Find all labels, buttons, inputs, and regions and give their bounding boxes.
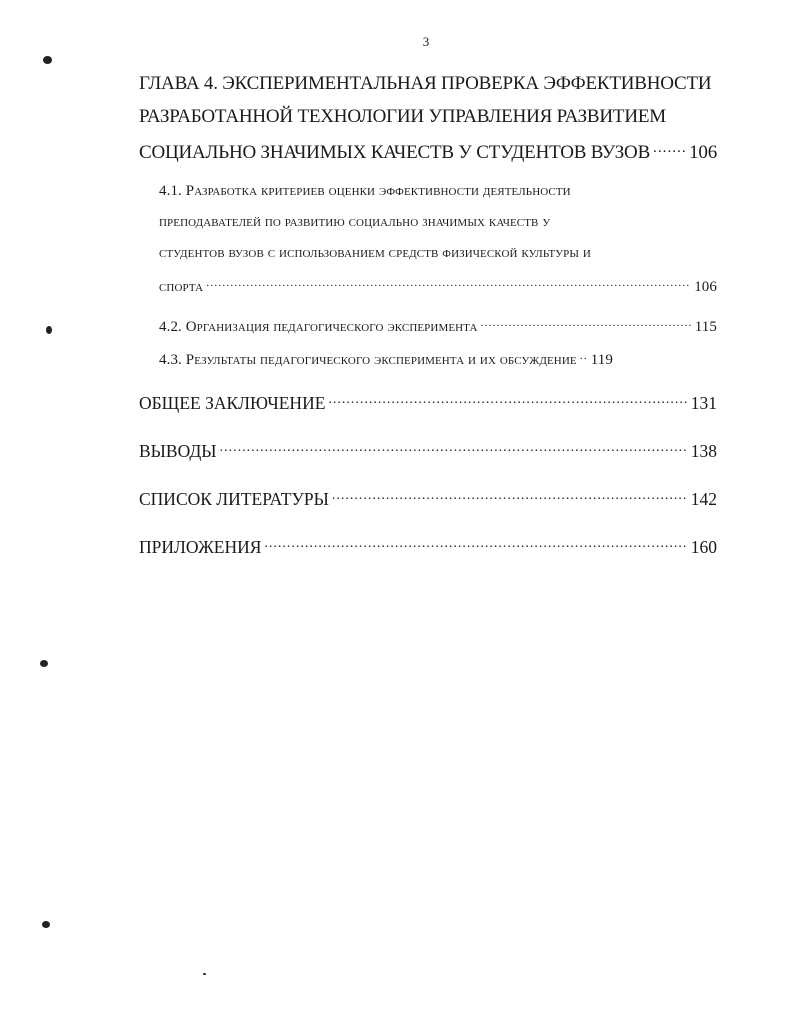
references-page: 142 (690, 488, 717, 509)
toc-section-4-2 (159, 316, 717, 336)
section-4-2-title: 4.2. Организация педагогического эксперимента (159, 319, 478, 335)
toc-references (139, 487, 717, 510)
toc-appendices (139, 535, 717, 558)
chapter-4-page: 106 (689, 142, 717, 163)
conclusion-title: ОБЩЕЕ ЗАКЛЮЧЕНИЕ (139, 392, 326, 413)
dot-leader (481, 316, 692, 331)
dot-leader (206, 276, 691, 291)
dot-leader (332, 487, 688, 505)
dot-leader (264, 535, 687, 553)
page-number: 3 (422, 34, 430, 49)
dot-leader (580, 349, 588, 364)
section-4-1-page: 106 (694, 279, 717, 295)
dot-leader (220, 439, 688, 457)
section-4-1-title-line-1: 4.1. Разработка критериев оценки эффективности деятельности (159, 183, 571, 199)
findings-page: 138 (690, 440, 717, 461)
findings-title: ВЫВОДЫ (139, 440, 217, 461)
scan-mark (40, 660, 48, 667)
appendices-page: 160 (690, 536, 717, 557)
conclusion-page: 131 (690, 392, 717, 413)
chapter-4-title-line-1: ГЛАВА 4. ЭКСПЕРИМЕНТАЛЬНАЯ ПРОВЕРКА ЭФФЕКТИВНОСТИ (139, 73, 712, 94)
toc-chapter-4 (139, 73, 717, 172)
toc-conclusion (139, 391, 717, 414)
scan-mark (46, 326, 52, 334)
chapter-4-title-line-3: СОЦИАЛЬНО ЗНАЧИМЫХ КАЧЕСТВ У СТУДЕНТОВ ВУЗОВ (139, 142, 651, 163)
references-title: СПИСОК ЛИТЕРАТУРЫ (139, 488, 329, 509)
section-4-3-title: 4.3. Результаты педагогического эксперимента и их обсуждение (159, 352, 577, 368)
toc-section-4-3 (159, 349, 717, 369)
scan-mark (42, 921, 50, 928)
toc-section-4-1 (159, 183, 717, 307)
section-4-1-title-line-3: студентов вузов с использованием средств физической культуры и (159, 245, 591, 261)
scan-mark (203, 973, 206, 975)
dot-leader (653, 139, 686, 158)
scan-mark (43, 56, 52, 64)
section-4-2-page: 115 (694, 319, 717, 335)
toc-findings (139, 439, 717, 462)
section-4-1-title-line-2: преподавателей по развитию социально значимых качеств у (159, 214, 551, 230)
chapter-4-title-line-2: РАЗРАБОТАННОЙ ТЕХНОЛОГИИ УПРАВЛЕНИЯ РАЗВИТИЕМ (139, 106, 666, 127)
section-4-3-page: 119 (590, 352, 613, 368)
dot-leader (328, 391, 687, 409)
section-4-1-title-line-4: спорта (159, 279, 204, 295)
appendices-title: ПРИЛОЖЕНИЯ (139, 536, 262, 557)
